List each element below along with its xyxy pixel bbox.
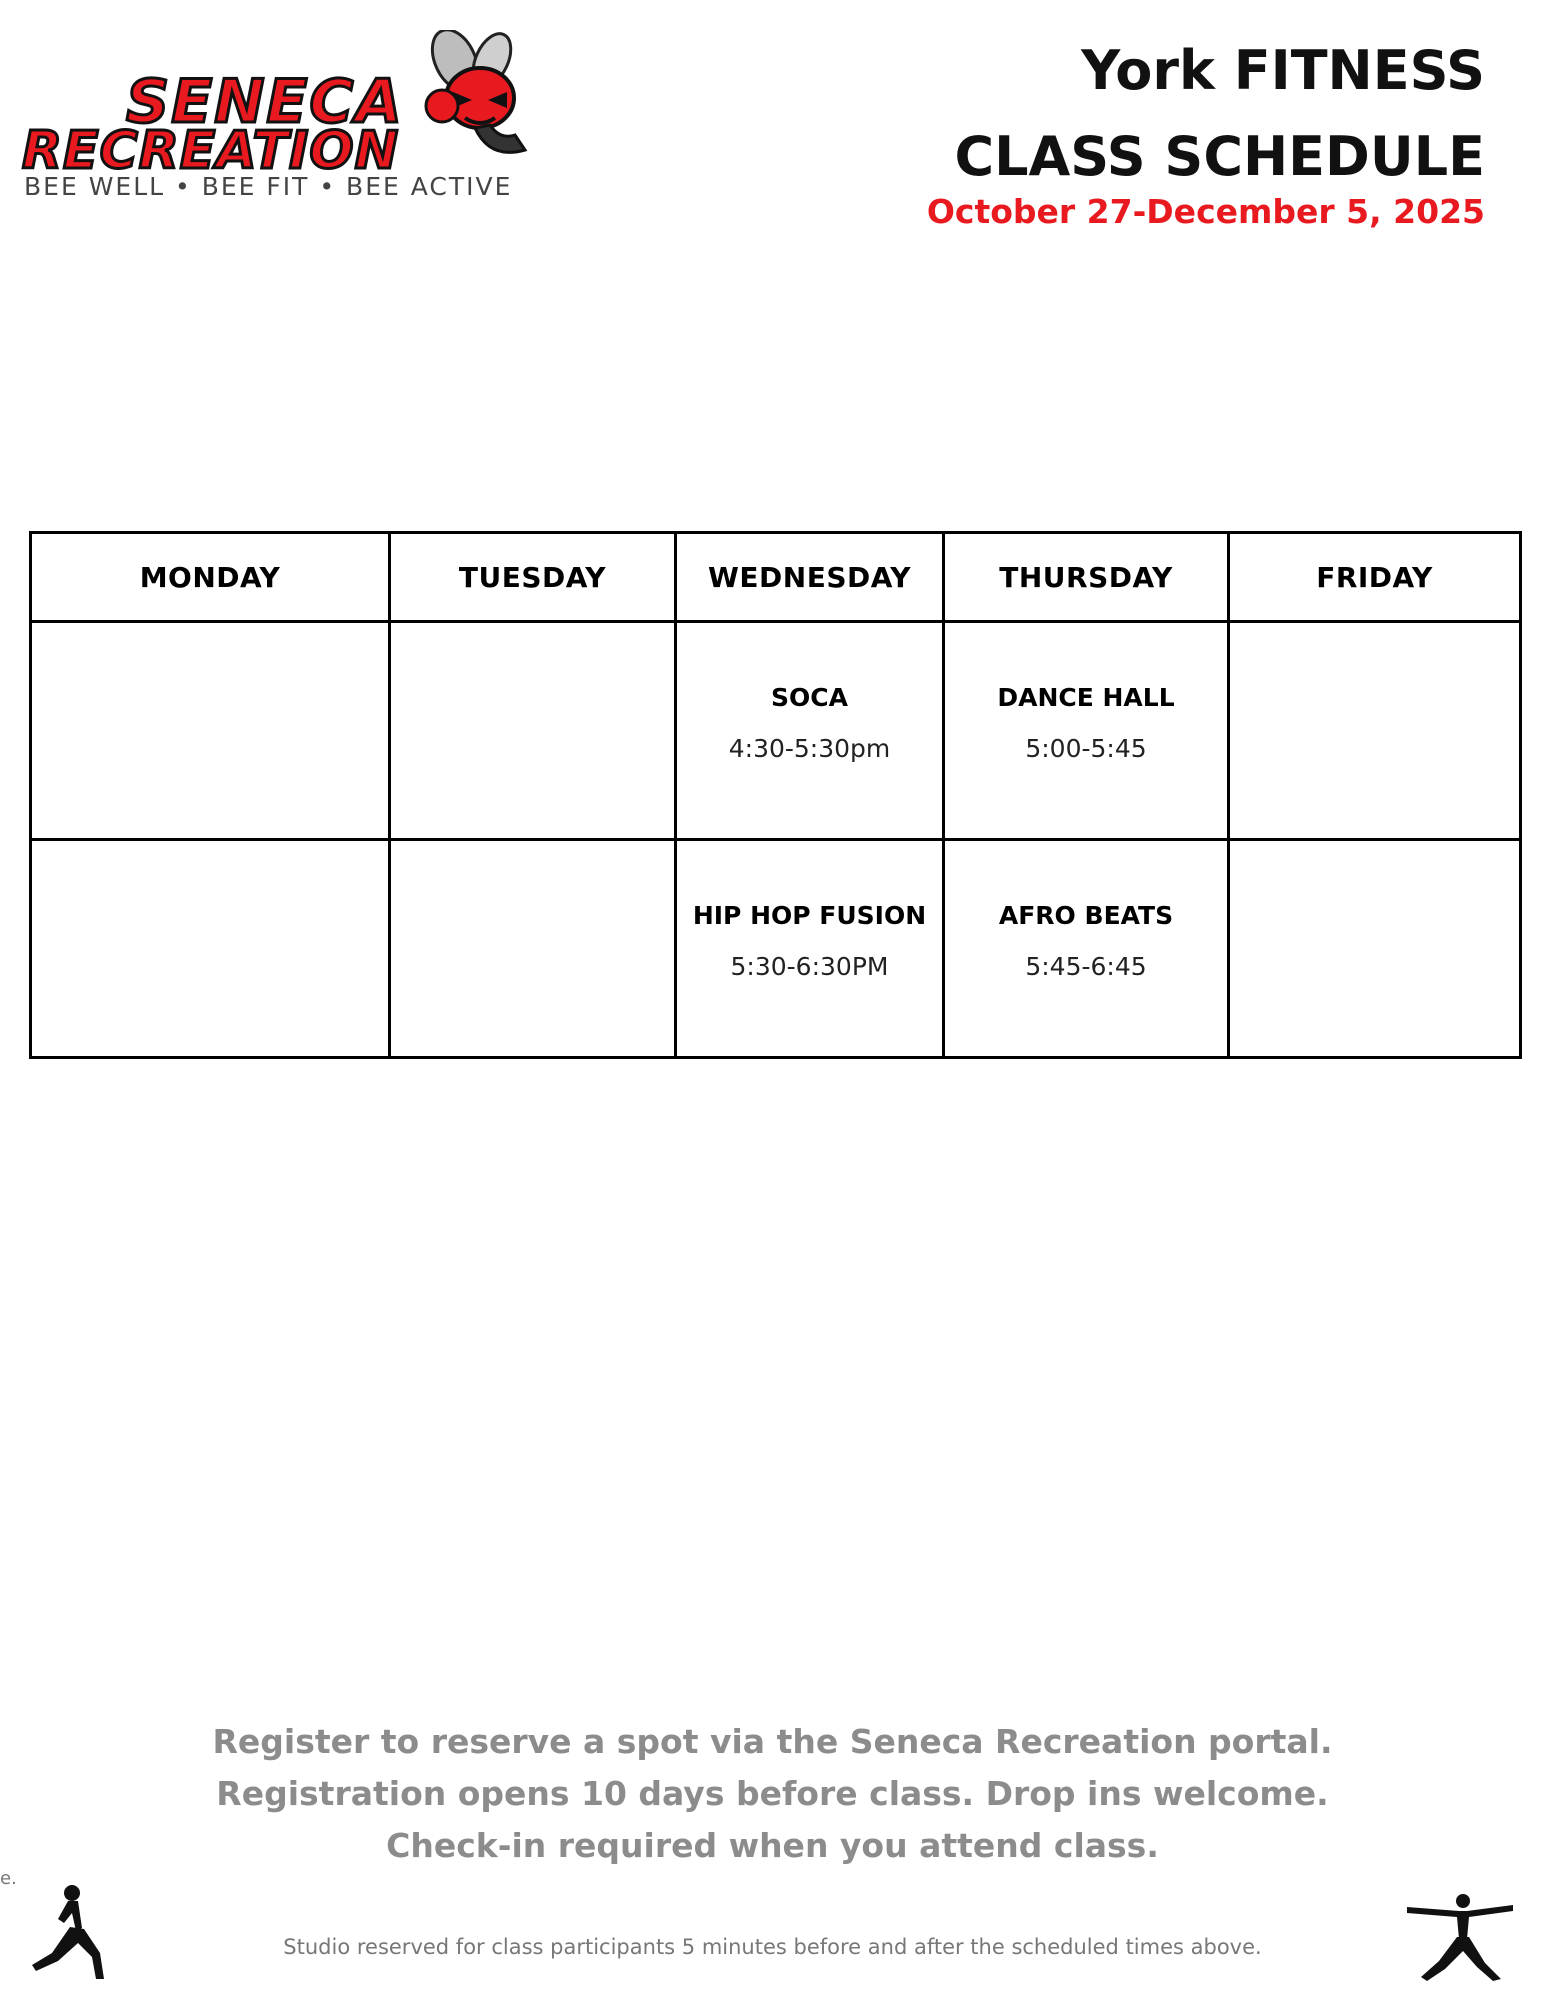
title-block (927, 28, 1485, 231)
day-header-tuesday: TUESDAY (390, 533, 676, 622)
schedule-cell-monday-2 (31, 840, 390, 1058)
schedule-cell-thursday-2 (944, 840, 1229, 1058)
schedule-cell-thursday-1 (944, 622, 1229, 840)
fine-print: Studio reserved for class participants 5 minutes before and after the scheduled times above. (283, 1935, 1262, 1959)
page-title-line-2: CLASS SCHEDULE (954, 125, 1485, 188)
page-title-line-1: York FITNESS (1081, 39, 1485, 102)
schedule-cell-wednesday-2 (676, 840, 944, 1058)
class-name: DANCE HALL (997, 683, 1175, 712)
registration-notes (0, 1716, 1545, 1872)
note-line: Registration opens 10 days before class. Drop ins welcome. (216, 1774, 1329, 1813)
class-time: 5:30-6:30PM (730, 952, 889, 981)
class-time: 5:00-5:45 (1025, 734, 1147, 763)
logo-tagline: BEE WELL • BEE FIT • BEE ACTIVE (24, 172, 513, 201)
class-time: 4:30-5:30pm (728, 734, 891, 763)
schedule-cell-wednesday-1 (676, 622, 944, 840)
stray-text-fragment: e. (0, 1868, 17, 1889)
logo-word-seneca: SENECA (126, 67, 404, 137)
class-name: AFRO BEATS (998, 901, 1174, 930)
table-row (31, 840, 1521, 1058)
schedule-cell-tuesday-2 (390, 840, 676, 1058)
schedule-cell-friday-2 (1229, 840, 1521, 1058)
note-line: Check-in required when you attend class. (386, 1826, 1159, 1865)
day-header-row (31, 533, 1521, 622)
table-row (31, 622, 1521, 840)
schedule-table (29, 531, 1522, 1059)
day-header-monday: MONDAY (31, 533, 390, 622)
schedule-cell-tuesday-1 (390, 622, 676, 840)
logo-word-recreation: RECREATION (22, 121, 400, 180)
logo-graphic (20, 30, 560, 180)
hornet-mascot-icon (423, 30, 525, 152)
class-name: HIP HOP FUSION (692, 901, 927, 930)
schedule-cell-monday-1 (31, 622, 390, 840)
day-header-wednesday: WEDNESDAY (676, 533, 944, 622)
date-range: October 27-December 5, 2025 (926, 192, 1485, 231)
schedule-cell-friday-1 (1229, 622, 1521, 840)
class-name: SOCA (771, 683, 848, 712)
day-header-friday: FRIDAY (1229, 533, 1521, 622)
class-time: 5:45-6:45 (1025, 952, 1147, 981)
day-header-thursday: THURSDAY (944, 533, 1229, 622)
note-line: Register to reserve a spot via the Seneca Recreation portal. (212, 1722, 1333, 1761)
